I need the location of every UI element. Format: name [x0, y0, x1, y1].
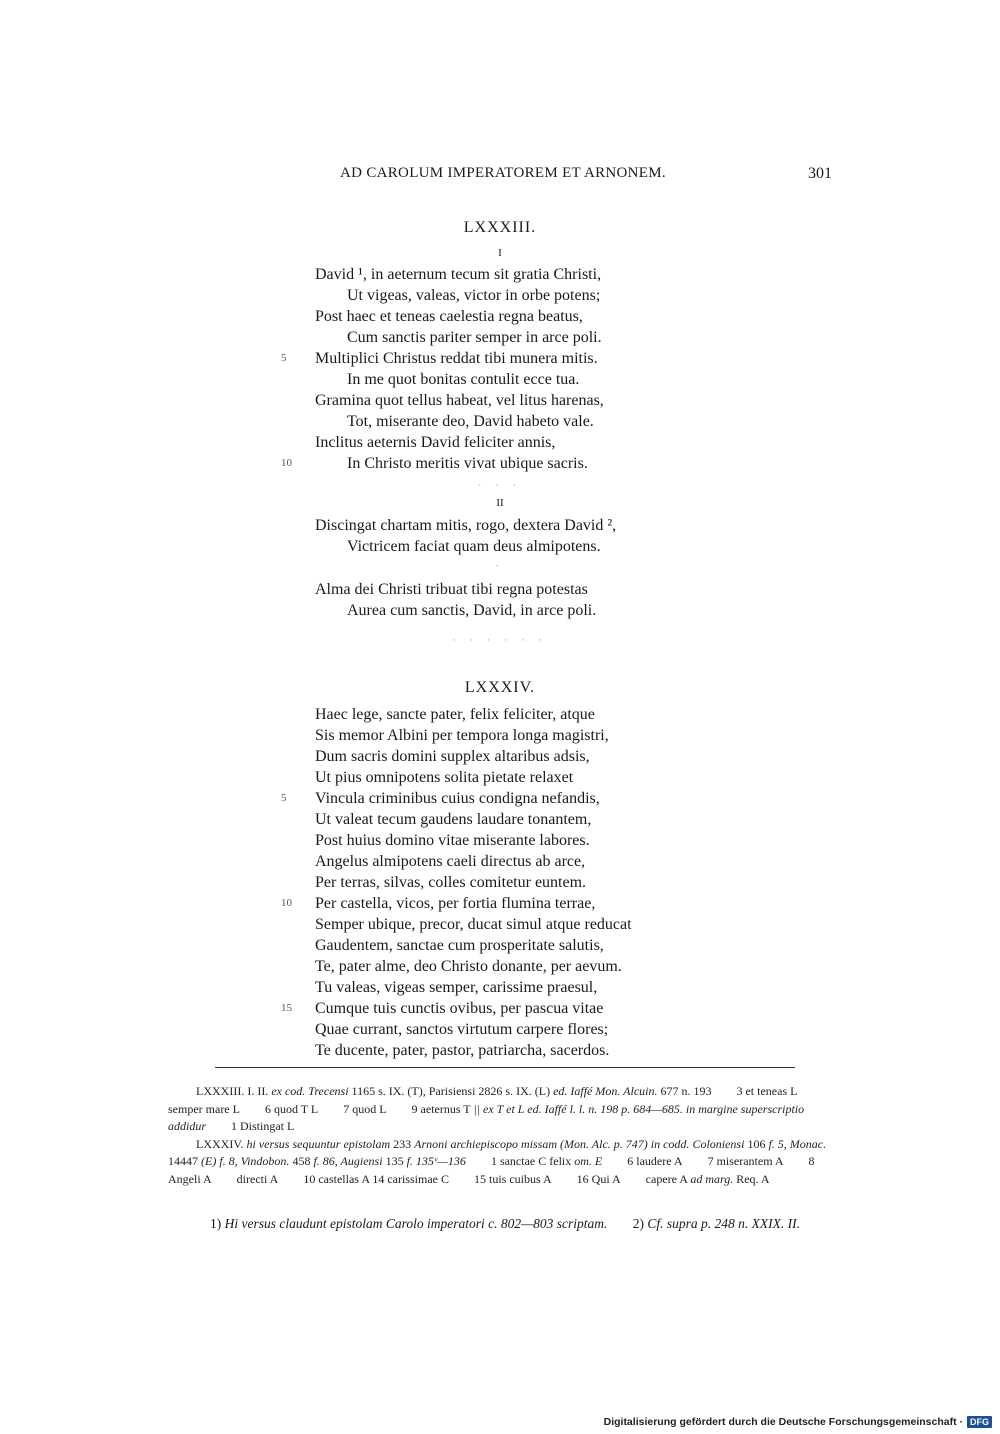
verse-text: Ut vigeas, valeas, victor in orbe potens; — [347, 287, 601, 304]
apparatus-text: || ex T et L ed. Iaffé l. l. n. 198 p. 684—685. in margine superscriptio addidur — [168, 1101, 805, 1133]
verse-text: Alma dei Christi tribuat tibi regna potestas — [315, 581, 588, 598]
verse-line — [315, 579, 596, 600]
verse-text: Ut valeat tecum gaudens laudare tonantem, — [315, 811, 592, 828]
apparatus-84 — [168, 1136, 836, 1189]
apparatus-text: I. II. — [247, 1084, 269, 1098]
line-number: 5 — [281, 352, 287, 364]
verse-text: Aurea cum sanctis, David, in arce poli. — [347, 602, 597, 619]
verse-text: Dum sacris domini supplex altaribus adsis, — [315, 748, 590, 765]
verse-text: Te, pater alme, deo Christo donante, per aevum. — [315, 958, 622, 975]
footnote-marker: 2) — [632, 1216, 644, 1231]
apparatus-text: f. 135ᵛ—136 — [406, 1154, 466, 1168]
verse-text: Quae currant, sanctos virtutum carpere flores; — [315, 1021, 609, 1038]
variant: semper mare L — [168, 1101, 240, 1116]
variant: 1 Distingat L — [231, 1119, 295, 1133]
verse-text: Cumque tuis cunctis ovibus, per pascua vitae — [315, 1000, 604, 1017]
verse-text: Gramina quot tellus habeat, vel litus harenas, — [315, 392, 604, 409]
apparatus-text: hi versus sequuntur epistolam — [246, 1136, 391, 1151]
verse-line — [315, 935, 632, 956]
variant: ad marg. — [690, 1171, 734, 1186]
apparatus-text: 14447 — [168, 1154, 198, 1168]
variant: 9 aeternus T — [411, 1101, 471, 1116]
verse-text: Cum sanctis pariter semper in arce poli. — [347, 329, 602, 346]
variant: 8 Angeli A — [168, 1154, 815, 1186]
critical-apparatus — [168, 1083, 836, 1188]
verse-text: Tot, miserante deo, David habeto vale. — [347, 413, 594, 430]
verse-text: Te ducente, pater, pastor, patriarcha, sacerdos. — [315, 1042, 610, 1059]
variant: 1 sanctae C — [490, 1154, 547, 1168]
running-title: AD CAROLUM IMPERATOREM ET ARNONEM. — [340, 165, 666, 181]
verse-text: In Christo meritis vivat ubique sacris. — [347, 455, 588, 472]
verse-text: Gaudentem, sanctae cum prosperitate salutis, — [315, 937, 604, 954]
apparatus-text: (E) f. 8, Vindobon. — [201, 1154, 290, 1168]
variant: 6 laudere A — [627, 1154, 683, 1168]
digitization-credit — [604, 1416, 992, 1428]
verse-text: Per terras, silvas, colles comitetur euntem. — [315, 874, 587, 891]
verse-text: David ¹, in aeternum tecum sit gratia Christi, — [315, 266, 602, 283]
lacuna-dots: · · · · · · — [452, 635, 548, 645]
verse-line — [315, 390, 604, 411]
apparatus-text: Coloniensi — [692, 1136, 745, 1151]
footnote-text: Hi versus claudunt epistolam Carolo imperatori c. 802—803 scriptam. — [224, 1216, 608, 1231]
poem-83-part-1 — [281, 264, 604, 474]
verse-text: Victricem faciat quam deus almipotens. — [347, 538, 601, 555]
verse-line — [315, 1019, 632, 1040]
apparatus-text: f. 86, Augiensi — [313, 1154, 383, 1168]
verse-line — [315, 956, 632, 977]
verse-line — [315, 914, 632, 935]
line-number: 10 — [281, 897, 292, 909]
verse-line — [315, 536, 616, 557]
poem-83-section-2: II — [496, 497, 504, 509]
apparatus-text: 1165 s. IX. (T), Parisiensi 2826 s. IX. (L) — [351, 1084, 551, 1098]
verse-line — [315, 977, 632, 998]
apparatus-rule — [215, 1067, 795, 1068]
verse-line — [315, 285, 604, 306]
verse-line — [281, 788, 632, 809]
poem-83-part-2 — [315, 515, 616, 557]
verse-line — [315, 306, 604, 327]
footnote-text: n. XXIX. II. — [738, 1216, 800, 1231]
apparatus-text: Arnoni archiepiscopo missam (Mon. Alc. p. 747) in codd. — [414, 1136, 690, 1151]
lacuna-dots: · — [495, 561, 505, 571]
apparatus-text: f. 5, Monac. — [768, 1136, 827, 1151]
apparatus-text: 135 — [385, 1154, 404, 1168]
variant: 15 tuis cuibus A — [473, 1171, 552, 1186]
verse-text: In me quot bonitas contulit ecce tua. — [347, 371, 580, 388]
verse-line — [315, 830, 632, 851]
apparatus-text: ex cod. Trecensi — [271, 1084, 349, 1098]
apparatus-text: 677 n. 193 — [660, 1084, 712, 1098]
variant: 16 Qui A — [576, 1171, 621, 1186]
apparatus-text: 458 — [292, 1154, 311, 1168]
variant: felix — [549, 1154, 572, 1168]
poem-84-verses — [281, 704, 632, 1061]
verse-line — [315, 432, 604, 453]
verse-text: Inclitus aeternis David feliciter annis, — [315, 434, 556, 451]
verse-text: Haec lege, sancte pater, felix feliciter, atque — [315, 706, 595, 723]
lacuna-dots: · · · — [478, 480, 522, 490]
apparatus-text: 233 — [393, 1136, 412, 1151]
poem-84-title: LXXXIV. — [464, 679, 536, 696]
verse-text: Post haec et teneas caelestia regna beatus, — [315, 308, 583, 325]
verse-line — [281, 893, 632, 914]
verse-line — [281, 348, 604, 369]
verse-line — [315, 327, 604, 348]
variant: 7 miserantem A — [707, 1154, 784, 1168]
footnotes — [168, 1214, 836, 1234]
variant: Req. A — [736, 1171, 770, 1186]
verse-line — [315, 851, 632, 872]
footnote-text: Cf. supra p. 248 — [647, 1216, 735, 1231]
verse-line — [315, 725, 632, 746]
credit-text: Digitalisierung gefördert durch die Deutsche Forschungsgemeinschaft · — [603, 1416, 963, 1428]
verse-line — [315, 704, 632, 725]
apparatus-text: ed. Iaffé Mon. Alcuin. — [553, 1084, 658, 1098]
verse-text: Semper ubique, precor, ducat simul atque reducat — [315, 916, 632, 933]
footnote-marker: 1) — [210, 1216, 222, 1231]
verse-line — [315, 809, 632, 830]
dfg-logo: DFG — [967, 1416, 992, 1428]
variant: 10 castellas A — [303, 1171, 370, 1186]
verse-line — [281, 453, 604, 474]
variant: 7 quod L — [343, 1101, 387, 1116]
verse-line — [315, 1040, 632, 1061]
verse-line — [315, 369, 604, 390]
variant: directi A — [236, 1171, 279, 1186]
verse-line — [315, 515, 616, 536]
variant: 14 carissimae C — [372, 1171, 449, 1186]
apparatus-83 — [168, 1083, 836, 1136]
verse-text: Per castella, vicos, per fortia flumina terrae, — [315, 895, 596, 912]
verse-text: Sis memor Albini per tempora longa magistri, — [315, 727, 609, 744]
verse-text: Discingat chartam mitis, rogo, dextera David ², — [315, 517, 617, 534]
verse-line — [315, 600, 596, 621]
variant: 3 et teneas L — [736, 1084, 798, 1098]
poem-83-section-1: I — [498, 247, 502, 259]
poem-83-part-3 — [315, 579, 596, 621]
line-number: 5 — [281, 792, 287, 804]
line-number: 10 — [281, 457, 292, 469]
line-number: 15 — [281, 1002, 292, 1014]
verse-line — [315, 411, 604, 432]
verse-text: Post huius domino vitae miserante labores. — [315, 832, 590, 849]
variant: capere A — [645, 1171, 688, 1186]
verse-line — [315, 872, 632, 893]
verse-text: Ut pius omnipotens solita pietate relaxet — [315, 769, 574, 786]
apparatus-label: LXXXIII. — [196, 1084, 245, 1098]
verse-line — [315, 746, 632, 767]
verse-text: Multiplici Christus reddat tibi munera mitis. — [315, 350, 598, 367]
variant: 6 quod T L — [264, 1101, 319, 1116]
page-number: 301 — [808, 165, 832, 182]
verse-text: Angelus almipotens caeli directus ab arce, — [315, 853, 586, 870]
variant: om. E — [574, 1154, 603, 1168]
verse-text: Vincula criminibus cuius condigna nefandis, — [315, 790, 600, 807]
verse-line — [281, 998, 632, 1019]
verse-line — [315, 767, 632, 788]
verse-line — [315, 264, 604, 285]
apparatus-label: LXXXIV. — [196, 1136, 244, 1151]
apparatus-text: 106 — [747, 1136, 766, 1151]
poem-83-title: LXXXIII. — [463, 219, 537, 236]
verse-text: Tu valeas, vigeas semper, carissime praesul, — [315, 979, 598, 996]
